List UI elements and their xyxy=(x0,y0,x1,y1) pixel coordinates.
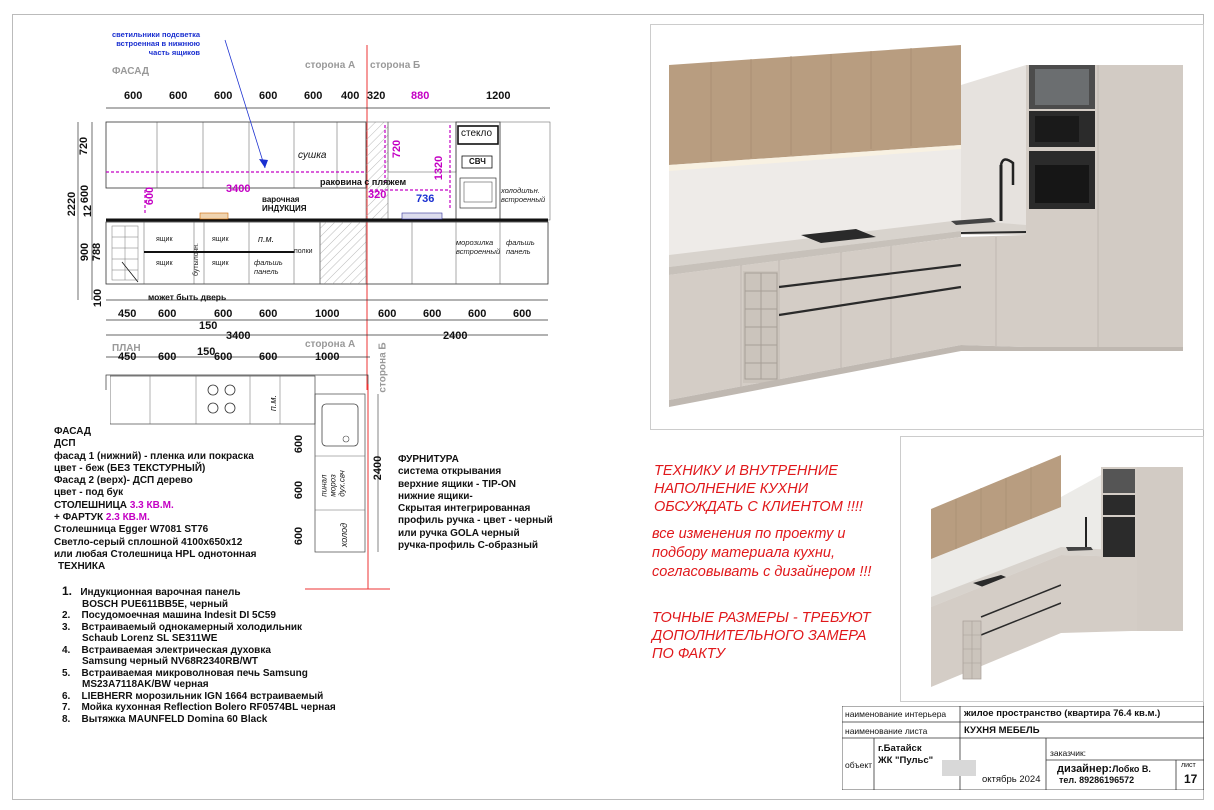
plan-cold: холод xyxy=(339,522,350,548)
appliance-list: 1. Индукционная варочная панель BOSCH PUE611BB5E, черный 2. Посудомоечная машина Indesit DI 5C59 3. Встраиваемый однокамерный холодильник Schaub Lorenz SL SE311WE 4. Встраиваемая электрическая духовка Samsung черный NV68R2340RB/WT 5. Встраиваемая микроволновая печь Samsung MS23A7118AK/BW черная 6. LIEBHERR морозильник IGN 1664 встраиваемый 7. Мойка кухонная Reflection Bolero RF0574BL черная 8. Вытяжка MAUNFELD Domina 60 Black xyxy=(62,584,336,725)
dim-3400: 3400 xyxy=(226,330,251,342)
plan-side-dim: 600 xyxy=(293,526,306,546)
label-false-panel-2: фальшь панель xyxy=(254,258,283,276)
plan-side-b: сторона Б xyxy=(377,342,389,393)
plan-dim: 600 xyxy=(259,351,278,363)
label-hob: варочная ИНДУКЦИЯ xyxy=(262,195,307,213)
note-exact-measurements: ТОЧНЫЕ РАЗМЕРЫ - ТРЕБУЮТ ДОПОЛНИТЕЛЬНОГО ЗАМЕРА ПО ФАКТУ xyxy=(652,610,871,662)
tb-object-label: объект xyxy=(845,760,873,770)
height-788: 788 xyxy=(91,242,104,262)
label-drawer: ящик xyxy=(156,260,173,267)
dim-bottom: 600 xyxy=(158,308,177,320)
label-drawer: ящик xyxy=(212,236,229,243)
tb-sheet-number: 17 xyxy=(1184,772,1198,786)
hardware-spec: ФУРНИТУРА система открывания верхние ящики - TIP-ON нижние ящики- Скрытая интегрированная профиль ручка - цвет - черный или ручка GOLA черный ручка-профиль С-образный xyxy=(398,454,553,552)
label-sink: раковина с пляжем xyxy=(320,177,407,187)
dim-bottom: 450 xyxy=(118,308,137,320)
label-microwave: СВЧ xyxy=(469,157,486,166)
magenta-1320: 1320 xyxy=(433,155,446,181)
dim-2400: 2400 xyxy=(443,330,468,342)
dim-bottom: 600 xyxy=(378,308,397,320)
appliance-item: 3. Встраиваемый однокамерный холодильник xyxy=(62,621,303,633)
appliance-item: 7. Мойка кухонная Reflection Bolero RF0574BL черная xyxy=(62,702,336,713)
appliance-item: 6. LIEBHERR морозильник IGN 1664 встраиваемый xyxy=(62,690,324,702)
kitchen-render-main xyxy=(650,24,1204,430)
appliance-item: 8. Вытяжка MAUNFELD Domina 60 Black xyxy=(62,713,268,725)
height-100: 100 xyxy=(92,288,105,308)
facade-title: ФАСАД xyxy=(112,66,149,77)
tb-sheet-name-label: наименование листа xyxy=(845,726,928,736)
label-glass: стекло xyxy=(461,128,493,139)
side-a-label: сторона А xyxy=(305,60,356,71)
plan-title: ПЛАН xyxy=(112,343,141,354)
label-drawer: ящик xyxy=(212,260,229,267)
plan-side-dim: 600 xyxy=(293,480,306,500)
label-drawer: ящик xyxy=(156,236,173,243)
label-false-panel: фальшь панель xyxy=(506,238,535,256)
plan-dim: 150 xyxy=(197,346,216,358)
dim-bottom: 600 xyxy=(259,308,278,320)
appliance-item: 2. Посудомоечная машина Indesit DI 5C59 xyxy=(62,610,276,621)
tb-city: г.Батайск xyxy=(878,743,922,754)
height-2220: 2220 xyxy=(66,191,79,217)
height-600: 600 xyxy=(79,184,92,204)
blue-736: 736 xyxy=(416,193,435,205)
dim-bottom: 1000 xyxy=(315,308,340,320)
note-discuss-appliances: ТЕХНИКУ И ВНУТРЕННИЕ НАПОЛНЕНИЕ КУХНИ ОБСУЖДАТЬ С КЛИЕНТОМ !!!! xyxy=(654,463,863,515)
dim-top: 320 xyxy=(367,90,386,102)
plan-2400: 2400 xyxy=(372,455,385,481)
label-fridge: холодильн. встроенный xyxy=(501,186,546,204)
plan-dim: 1000 xyxy=(315,351,340,363)
tb-interior-label: наименование интерьера xyxy=(845,709,947,719)
height-12: 12 xyxy=(82,204,95,218)
tb-sheet-name-value: КУХНЯ МЕБЕЛЬ xyxy=(964,725,1040,736)
dim-top: 600 xyxy=(169,90,188,102)
spec-facade: ФАСАД ДСП фасад 1 (нижний) - пленка или покраска цвет - беж (БЕЗ ТЕКСТУРНЫЙ) Фасад 2 (верх)- ДСП дерево цвет - под бук СТОЛЕШНИЦА 3.3 КВ.М. + ФАРТУК 2.3 КВ.М. Столешница Egger W7081 ST76 Светло-серый сплошной 4100х650х12 или любая Столешница HPL однотонная ТЕХНИКА xyxy=(54,426,257,573)
height-900: 900 xyxy=(79,242,92,262)
dim-top: 600 xyxy=(304,90,323,102)
label-pm: п.м. xyxy=(258,234,275,244)
magenta-720: 720 xyxy=(391,139,404,159)
dim-bottom: 600 xyxy=(214,308,233,320)
tb-complex: ЖК "Пульс" xyxy=(878,755,934,766)
side-b-label: сторона Б xyxy=(370,60,421,71)
dim-top: 600 xyxy=(124,90,143,102)
tb-customer-label: заказчик: xyxy=(1050,748,1087,758)
plan-dim: 600 xyxy=(158,351,177,363)
plan-dim: 600 xyxy=(214,351,233,363)
appliance-item: 1. Индукционная варочная панель xyxy=(62,584,241,598)
dim-top: 400 xyxy=(341,90,360,102)
magenta-3400: 3400 xyxy=(226,183,251,195)
plan-pinal: пинал мороз дух.свч xyxy=(319,470,347,497)
dim-top: 600 xyxy=(259,90,278,102)
lighting-note: светильники подсветка встроенная в нижнюю часть ящиков xyxy=(112,30,201,57)
label-shelves: полки xyxy=(294,248,313,255)
label-bottles: бутылочн. xyxy=(192,243,200,276)
kitchen-render-secondary xyxy=(900,436,1204,702)
dim-bottom: 600 xyxy=(513,308,532,320)
plan-dim: 450 xyxy=(118,351,137,363)
note-coordinate-changes: все изменения по проекту и подбору материала кухни, согласовывать с дизайнером !!! xyxy=(652,526,872,580)
appliance-item: 4. Встраиваемая электрическая духовка xyxy=(62,644,271,656)
label-freezer: морозилка встроенный xyxy=(456,238,501,256)
tb-designer: дизайнер:Лобко В. xyxy=(1057,763,1151,775)
dim-top: 880 xyxy=(411,90,430,102)
label-door: может быть дверь xyxy=(148,292,227,302)
label-drying: сушка xyxy=(298,150,327,161)
appliance-item: 5. Встраиваемая микроволновая печь Samsung xyxy=(62,667,308,679)
magenta-600: 600 xyxy=(144,186,157,206)
dim-150: 150 xyxy=(199,320,218,332)
height-720: 720 xyxy=(78,136,91,156)
facade-drawing xyxy=(60,30,580,393)
dim-top: 600 xyxy=(214,90,233,102)
dim-bottom: 600 xyxy=(423,308,442,320)
tb-date: октябрь 2024 xyxy=(982,774,1041,785)
dim-top: 1200 xyxy=(486,90,511,102)
dim-bottom: 600 xyxy=(468,308,487,320)
tb-phone: тел. 89286196572 xyxy=(1059,775,1135,785)
tb-sheet-label: лист xyxy=(1181,762,1196,769)
magenta-320: 320 xyxy=(368,189,387,201)
plan-side-a: сторона А xyxy=(305,339,356,350)
tb-interior-value: жилое пространство (квартира 76.4 кв.м.) xyxy=(964,708,1161,719)
plan-side-dim: 600 xyxy=(293,434,306,454)
plan-pm: п.м. xyxy=(268,394,279,412)
